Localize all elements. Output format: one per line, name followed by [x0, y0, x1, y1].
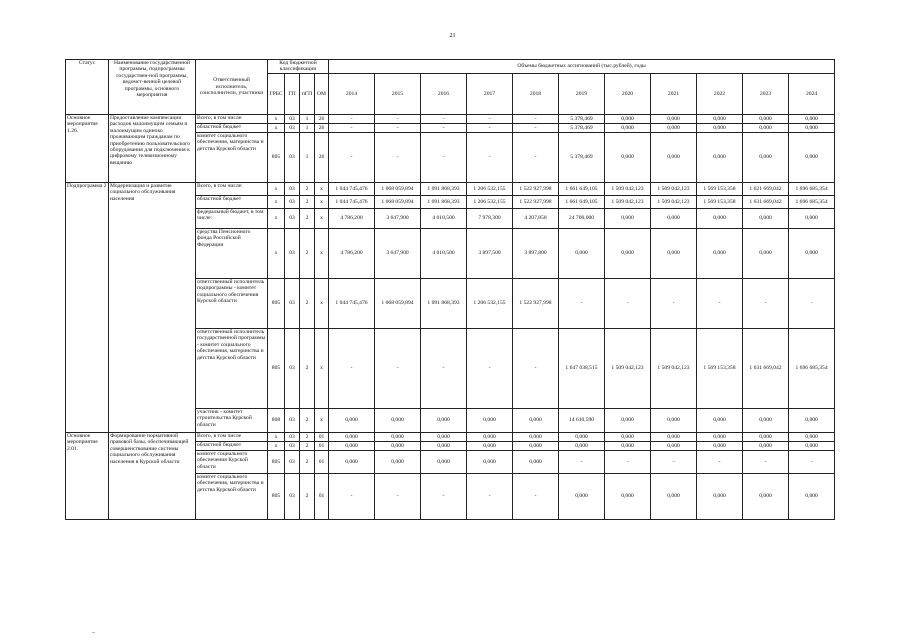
value-cell: 0,000: [697, 441, 743, 450]
value-cell: 0,000: [513, 441, 559, 450]
code-cell: 2: [300, 278, 315, 328]
code-cell: 03: [285, 114, 300, 123]
value-cell: 0,000: [743, 132, 789, 182]
value-cell: -: [789, 278, 835, 328]
value-cell: 1 621 669,042: [743, 182, 789, 195]
value-cell: 0,000: [697, 114, 743, 123]
value-cell: -: [329, 114, 375, 123]
value-cell: 0,000: [467, 450, 513, 473]
value-cell: -: [789, 450, 835, 473]
header-funding-group: Объемы бюджетных ассигнований (тыс.рублей), годы: [329, 60, 835, 74]
value-cell: 0,000: [605, 473, 651, 519]
budget-table: [65, 59, 835, 520]
value-cell: 0,000: [605, 114, 651, 123]
code-cell: x: [268, 182, 285, 195]
value-cell: 0,000: [375, 432, 421, 441]
value-cell: 0,000: [605, 228, 651, 278]
code-cell: x: [315, 182, 329, 195]
code-cell: 26: [315, 114, 329, 123]
header-year: 2022: [697, 73, 743, 114]
executor-cell: Всего, в том числе:: [196, 114, 268, 123]
value-cell: 0,000: [513, 450, 559, 473]
value-cell: -: [513, 132, 559, 182]
value-cell: 0,000: [651, 473, 697, 519]
value-cell: -: [421, 114, 467, 123]
value-cell: 1 661 649,105: [559, 195, 605, 208]
value-cell: 0,000: [651, 432, 697, 441]
value-cell: 0,000: [697, 208, 743, 228]
value-cell: 0,000: [743, 473, 789, 519]
code-cell: 03: [285, 441, 300, 450]
value-cell: 0,000: [651, 408, 697, 432]
executor-cell: комитет социального обеспечения Курской области: [196, 450, 268, 473]
code-cell: 01: [315, 450, 329, 473]
code-cell: x: [268, 208, 285, 228]
value-cell: 4 786,200: [329, 208, 375, 228]
value-cell: 3 647,900: [375, 228, 421, 278]
value-cell: 0,000: [697, 132, 743, 182]
value-cell: 1 509 042,123: [651, 182, 697, 195]
code-cell: 03: [285, 132, 300, 182]
value-cell: 0,000: [329, 408, 375, 432]
value-cell: -: [375, 123, 421, 132]
code-cell: 2: [300, 408, 315, 432]
value-cell: -: [467, 473, 513, 519]
value-cell: 1 509 042,123: [605, 195, 651, 208]
code-cell: 2: [300, 473, 315, 519]
code-cell: 03: [285, 195, 300, 208]
value-cell: -: [697, 278, 743, 328]
header-year: 2019: [559, 73, 605, 114]
code-cell: 2: [300, 228, 315, 278]
value-cell: -: [467, 132, 513, 182]
value-cell: 1 696 685,354: [789, 182, 835, 195]
code-cell: 03: [285, 408, 300, 432]
header-code-group: Код бюджетной классификации: [268, 60, 329, 74]
value-cell: 0,000: [329, 432, 375, 441]
code-cell: x: [315, 328, 329, 408]
value-cell: 0,000: [697, 228, 743, 278]
value-cell: 0,000: [513, 408, 559, 432]
value-cell: 1 647 038,515: [559, 328, 605, 408]
code-cell: x: [268, 195, 285, 208]
header-year: 2020: [605, 73, 651, 114]
value-cell: 1 509 042,123: [651, 328, 697, 408]
value-cell: 0,000: [789, 408, 835, 432]
value-cell: 0,000: [789, 441, 835, 450]
value-cell: -: [605, 450, 651, 473]
block-status: Основное мероприятие 2.01.: [66, 432, 109, 519]
value-cell: 5 378,469: [559, 132, 605, 182]
header-year: 2016: [421, 73, 467, 114]
value-cell: 0,000: [743, 441, 789, 450]
value-cell: 1 522 927,998: [513, 278, 559, 328]
value-cell: 0,000: [329, 441, 375, 450]
value-cell: -: [513, 123, 559, 132]
value-cell: 0,000: [743, 114, 789, 123]
value-cell: 7 978,300: [467, 208, 513, 228]
code-cell: 2: [300, 328, 315, 408]
header-year: 2014: [329, 73, 375, 114]
value-cell: 4 786,200: [329, 228, 375, 278]
value-cell: 1 509 042,123: [605, 182, 651, 195]
code-cell: 1: [300, 132, 315, 182]
value-cell: 0,000: [559, 441, 605, 450]
value-cell: 0,000: [743, 228, 789, 278]
header-code-col: пГП: [300, 73, 315, 114]
code-cell: 03: [285, 432, 300, 441]
value-cell: 1 661 649,105: [559, 182, 605, 195]
value-cell: 1 044 745,476: [329, 195, 375, 208]
executor-cell: Всего, в том числе:: [196, 182, 268, 195]
executor-cell: областной бюджет: [196, 195, 268, 208]
value-cell: 3 897,800: [513, 228, 559, 278]
value-cell: -: [329, 123, 375, 132]
code-cell: 1: [300, 123, 315, 132]
code-cell: x: [268, 228, 285, 278]
header-year: 2021: [651, 73, 697, 114]
executor-cell: областной бюджет: [196, 123, 268, 132]
table-row: [66, 182, 835, 195]
value-cell: -: [375, 328, 421, 408]
code-cell: x: [268, 432, 285, 441]
value-cell: 0,000: [789, 114, 835, 123]
value-cell: 0,000: [789, 208, 835, 228]
value-cell: 0,000: [651, 441, 697, 450]
code-cell: 03: [285, 208, 300, 228]
code-cell: 2: [300, 432, 315, 441]
code-cell: 26: [315, 123, 329, 132]
value-cell: 1 696 685,354: [789, 195, 835, 208]
code-cell: 03: [285, 123, 300, 132]
value-cell: 0,000: [605, 441, 651, 450]
value-cell: -: [513, 473, 559, 519]
code-cell: 2: [300, 195, 315, 208]
value-cell: 1 091 868,393: [421, 195, 467, 208]
value-cell: 0,000: [513, 432, 559, 441]
executor-cell: федеральный бюджет, в том числе:: [196, 208, 268, 228]
table-row: [66, 432, 835, 441]
code-cell: 805: [268, 450, 285, 473]
value-cell: -: [421, 473, 467, 519]
value-cell: 14 610,590: [559, 408, 605, 432]
value-cell: 1 044 745,476: [329, 182, 375, 195]
value-cell: 0,000: [697, 408, 743, 432]
code-cell: x: [268, 114, 285, 123]
value-cell: 24 700,000: [559, 208, 605, 228]
value-cell: -: [513, 328, 559, 408]
value-cell: 0,000: [697, 123, 743, 132]
code-cell: 03: [285, 182, 300, 195]
value-cell: -: [467, 114, 513, 123]
value-cell: 1 091 868,393: [421, 182, 467, 195]
value-cell: 0,000: [789, 473, 835, 519]
header-year: 2024: [789, 73, 835, 114]
executor-cell: областной бюджет: [196, 441, 268, 450]
code-cell: 1: [300, 114, 315, 123]
code-cell: 01: [315, 432, 329, 441]
header-year: 2018: [513, 73, 559, 114]
value-cell: 1 509 042,123: [651, 195, 697, 208]
code-cell: x: [315, 278, 329, 328]
value-cell: -: [421, 328, 467, 408]
code-cell: x: [268, 123, 285, 132]
value-cell: 1 044 745,476: [329, 278, 375, 328]
value-cell: 0,000: [467, 441, 513, 450]
code-cell: x: [315, 195, 329, 208]
value-cell: 0,000: [651, 132, 697, 182]
value-cell: 0,000: [651, 123, 697, 132]
header-year: 2023: [743, 73, 789, 114]
code-cell: 808: [268, 408, 285, 432]
block-status: Подпрограмма 2: [66, 182, 109, 432]
page-number: 21: [449, 33, 456, 39]
value-cell: 0,000: [421, 450, 467, 473]
executor-cell: средства Пенсионного фонда Российской Федерации: [196, 228, 268, 278]
value-cell: 0,000: [421, 408, 467, 432]
code-cell: 03: [285, 328, 300, 408]
value-cell: 0,000: [743, 123, 789, 132]
value-cell: -: [651, 450, 697, 473]
value-cell: -: [513, 114, 559, 123]
value-cell: 0,000: [789, 228, 835, 278]
value-cell: 1 522 927,998: [513, 182, 559, 195]
value-cell: -: [375, 132, 421, 182]
block-status: Основное мероприятие 1.26.: [66, 114, 109, 182]
value-cell: 3 897,500: [467, 228, 513, 278]
value-cell: 0,000: [789, 432, 835, 441]
value-cell: 1 569 153,358: [697, 195, 743, 208]
value-cell: 0,000: [697, 473, 743, 519]
value-cell: 3 647,900: [375, 208, 421, 228]
code-cell: x: [315, 208, 329, 228]
value-cell: 0,000: [651, 208, 697, 228]
value-cell: 1 696 685,354: [789, 328, 835, 408]
executor-cell: комитет социального обеспечения, материнства и детства Курской области: [196, 473, 268, 519]
value-cell: -: [651, 278, 697, 328]
value-cell: 0,000: [651, 228, 697, 278]
value-cell: -: [467, 328, 513, 408]
value-cell: 0,000: [421, 432, 467, 441]
value-cell: -: [697, 450, 743, 473]
code-cell: 03: [285, 473, 300, 519]
executor-cell: участник - комитет строительства Курской области: [196, 408, 268, 432]
value-cell: 1 569 153,358: [697, 328, 743, 408]
value-cell: -: [743, 278, 789, 328]
value-cell: 1 068 059,894: [375, 182, 421, 195]
code-cell: 2: [300, 182, 315, 195]
value-cell: 0,000: [743, 208, 789, 228]
value-cell: 0,000: [605, 408, 651, 432]
value-cell: 0,000: [743, 408, 789, 432]
block-name: Модернизация и развитие социального обслуживания населения: [109, 182, 196, 432]
value-cell: 0,000: [375, 450, 421, 473]
code-cell: 2: [300, 208, 315, 228]
value-cell: 0,000: [789, 123, 835, 132]
value-cell: 0,000: [743, 432, 789, 441]
value-cell: -: [605, 278, 651, 328]
value-cell: 1 206 532,155: [467, 195, 513, 208]
value-cell: 5 378,469: [559, 123, 605, 132]
value-cell: 0,000: [329, 450, 375, 473]
block-name: Предоставление компенсации расходов малоимущим семьям и малоимущим одиноко проживающим гражданам по приобретению пользовательского оборудования для подключения к цифровому телевизионному вещанию: [109, 114, 196, 182]
value-cell: 1 522 927,998: [513, 195, 559, 208]
value-cell: -: [329, 328, 375, 408]
code-cell: x: [315, 408, 329, 432]
header-executor: Ответственный исполнитель, соисполнители, участники: [196, 60, 268, 115]
code-cell: 805: [268, 328, 285, 408]
value-cell: 0,000: [559, 432, 605, 441]
value-cell: 0,000: [651, 114, 697, 123]
value-cell: 0,000: [467, 408, 513, 432]
code-cell: 2: [300, 441, 315, 450]
value-cell: 1 631 669,042: [743, 195, 789, 208]
value-cell: 0,000: [605, 208, 651, 228]
value-cell: 1 569 153,358: [697, 182, 743, 195]
value-cell: -: [375, 114, 421, 123]
code-cell: 2: [300, 450, 315, 473]
value-cell: 0,000: [605, 132, 651, 182]
value-cell: -: [467, 123, 513, 132]
header-name: Наименование государственной программы, подпрограммы государствен-ной программы, ведомст-венной целевой программы, основного мероприятия: [109, 60, 196, 115]
value-cell: 0,000: [789, 132, 835, 182]
value-cell: 1 068 059,894: [375, 195, 421, 208]
code-cell: 805: [268, 278, 285, 328]
header-code-col: ГРБС: [268, 73, 285, 114]
value-cell: -: [329, 473, 375, 519]
value-cell: -: [329, 132, 375, 182]
header-code-col: ОМ: [315, 73, 329, 114]
value-cell: 0,000: [375, 408, 421, 432]
value-cell: 4 010,500: [421, 228, 467, 278]
header-status: Статус: [66, 60, 109, 115]
value-cell: 0,000: [559, 228, 605, 278]
code-cell: 03: [285, 278, 300, 328]
value-cell: -: [375, 473, 421, 519]
value-cell: 1 206 532,155: [467, 278, 513, 328]
code-cell: 805: [268, 132, 285, 182]
header-code-col: ГП: [285, 73, 300, 114]
block-name: Формирование нормативной правовой базы, обеспечивающей совершенствование системы социального обслуживания населения в Курской области: [109, 432, 196, 519]
code-cell: x: [268, 441, 285, 450]
value-cell: 0,000: [605, 123, 651, 132]
value-cell: 0,000: [559, 473, 605, 519]
value-cell: 0,000: [421, 441, 467, 450]
value-cell: -: [421, 123, 467, 132]
value-cell: 1 206 532,155: [467, 182, 513, 195]
executor-cell: Всего, в том числе: [196, 432, 268, 441]
header-year: 2015: [375, 73, 421, 114]
value-cell: 1 068 059,894: [375, 278, 421, 328]
code-cell: 03: [285, 450, 300, 473]
value-cell: 0,000: [605, 432, 651, 441]
code-cell: 805: [268, 473, 285, 519]
value-cell: -: [421, 132, 467, 182]
value-cell: 1 091 868,393: [421, 278, 467, 328]
executor-cell: ответственный исполнитель подпрограммы - комитет социального обеспечения Курской области: [196, 278, 268, 328]
value-cell: 5 378,469: [559, 114, 605, 123]
value-cell: 1 509 042,123: [605, 328, 651, 408]
code-cell: 01: [315, 441, 329, 450]
value-cell: -: [559, 450, 605, 473]
scan-mark: [92, 632, 95, 633]
value-cell: -: [559, 278, 605, 328]
executor-cell: ответственный исполнитель государственной программы - комитет социального обеспечения, материнства и детства Курской области: [196, 328, 268, 408]
value-cell: 0,000: [467, 432, 513, 441]
executor-cell: комитет социального обеспечения, материнства и детства Курской области: [196, 132, 268, 182]
value-cell: 0,000: [697, 432, 743, 441]
code-cell: x: [315, 228, 329, 278]
code-cell: 01: [315, 473, 329, 519]
header-year: 2017: [467, 73, 513, 114]
value-cell: 4 010,500: [421, 208, 467, 228]
value-cell: 1 631 669,042: [743, 328, 789, 408]
value-cell: 4 207,858: [513, 208, 559, 228]
table-row: [66, 114, 835, 123]
value-cell: 0,000: [375, 441, 421, 450]
code-cell: 03: [285, 228, 300, 278]
value-cell: -: [743, 450, 789, 473]
code-cell: 26: [315, 132, 329, 182]
